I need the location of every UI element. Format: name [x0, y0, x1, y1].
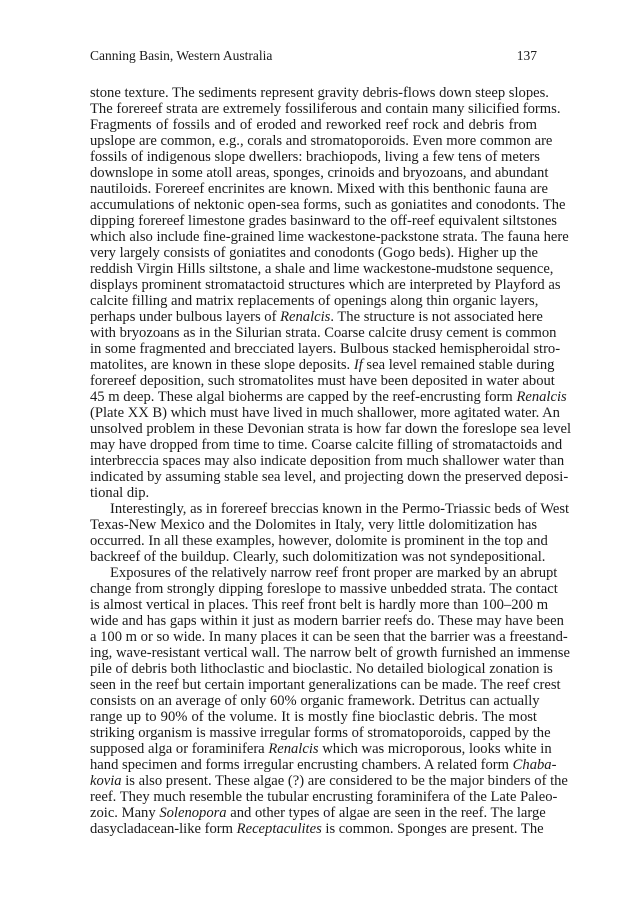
text-line	[90, 149, 540, 165]
text-line	[90, 197, 566, 213]
text-run: zoic. Many	[90, 805, 160, 821]
text-run: matolites, are known in these slope deposits.	[90, 357, 354, 373]
text-line	[90, 101, 561, 117]
italic-term: Solenopora	[159, 805, 227, 821]
text-line	[90, 789, 558, 805]
body-text	[90, 85, 572, 837]
text-line	[90, 725, 551, 741]
running-header	[90, 48, 537, 64]
italic-term: Renalcis	[280, 309, 331, 325]
text-line	[90, 213, 557, 229]
text-line	[90, 645, 570, 661]
text-run: Texas-New Mexico and the Dolomites in Italy, very little dolomitization has	[90, 517, 537, 533]
text-run: dipping forereef limestone grades basinward to the off-reef equivalent siltstones	[90, 213, 557, 229]
text-run: is common. Sponges are present. The	[321, 821, 544, 837]
italic-term: Receptaculites	[236, 821, 322, 837]
text-line	[90, 293, 537, 309]
text-run: seen in the reef but certain important generalizations can be made. The reef crest	[90, 677, 561, 693]
paragraph	[90, 501, 570, 565]
text-line	[90, 261, 554, 277]
text-line	[90, 821, 544, 837]
text-run: is also present. These algae (?) are considered to be the major binders of the	[121, 773, 568, 789]
text-run: consists on an average of only 60% organic framework. Detritus can actually	[90, 693, 540, 709]
text-run: tional dip.	[90, 485, 150, 501]
paragraph	[90, 565, 570, 837]
text-run: in some fragmented and brecciated layers. Bulbous stacked hemispheroidal stro-	[90, 341, 561, 357]
text-run: range up to 90% of the volume. It is mostly fine bioclastic debris. The most	[90, 709, 537, 725]
text-line	[90, 805, 546, 821]
text-run: pile of debris both lithoclastic and bioclastic. No detailed biological zonation is	[90, 661, 553, 677]
text-line	[90, 677, 561, 693]
text-run: upslope are common, e.g., corals and stromatoporoids. Even more common are	[90, 133, 553, 149]
text-run: occurred. In all these examples, however, dolomite is prominent in the top and	[90, 533, 548, 549]
text-run: with bryozoans as in the Silurian strata. Coarse calcite drusy cement is common	[90, 325, 557, 341]
text-run: dasycladacean-like form	[90, 821, 237, 837]
text-run: supposed alga or foraminifera	[90, 741, 269, 757]
text-line	[90, 277, 561, 293]
text-line	[90, 421, 572, 437]
text-run: accumulations of nektonic open-sea forms, such as goniatites and conodonts. The	[90, 197, 566, 213]
text-run: stone texture. The sediments represent gravity debris-flows down steep slopes.	[90, 85, 549, 101]
italic-term: kovia	[90, 773, 122, 789]
text-run: calcite filling and matrix replacements of openings along thin organic layers,	[90, 293, 539, 309]
text-run: interbreccia spaces may also indicate deposition from much shallower water than	[90, 453, 565, 469]
text-line	[90, 453, 565, 469]
italic-term: Renalcis	[516, 389, 567, 405]
text-run: which was microporous, looks white in	[318, 741, 552, 757]
text-run: 45 m deep. These algal bioherms are capped by the reef-encrusting form	[90, 389, 517, 405]
text-line	[90, 405, 560, 421]
text-run: backreef of the buildup. Clearly, such dolomitization was not syndepositional.	[90, 549, 546, 565]
text-line	[90, 133, 553, 149]
text-run: which also include fine-grained lime wackestone-packstone strata. The fauna here	[90, 229, 569, 245]
text-run: Exposures of the relatively narrow reef front proper are marked by an abrupt	[110, 565, 558, 581]
text-line	[90, 373, 555, 389]
text-line	[90, 309, 543, 325]
text-line	[90, 389, 567, 405]
text-line	[90, 709, 537, 725]
text-run: hand specimen and forms irregular encrusting chambers. A related form	[90, 757, 513, 773]
text-run: indicated by assuming stable sea level, and projecting down the preserved deposi-	[90, 469, 569, 485]
text-run: striking organism is massive irregular forms of stromatoporoids, capped by the	[90, 725, 551, 741]
text-line	[90, 597, 549, 613]
text-run: Interestingly, as in forereef breccias known in the Permo-Triassic beds of West	[110, 501, 570, 517]
text-line	[90, 629, 568, 645]
text-line	[90, 613, 564, 629]
text-line	[90, 325, 557, 341]
text-line	[90, 229, 569, 245]
text-line	[90, 181, 548, 197]
text-run: and other types of algae are seen in the reef. The large	[226, 805, 546, 821]
text-line	[90, 85, 549, 101]
text-line	[90, 165, 549, 181]
text-line	[90, 469, 569, 485]
paragraph	[90, 85, 572, 501]
text-line	[90, 341, 561, 357]
text-run: ing, wave-resistant vertical wall. The narrow belt of growth furnished an immense	[90, 645, 570, 661]
text-run: reef. They much resemble the tubular encrusting foraminifera of the Late Paleo-	[90, 789, 558, 805]
text-run: nautiloids. Forereef encrinites are known. Mixed with this benthonic fauna are	[90, 181, 548, 197]
text-line	[90, 357, 555, 373]
text-line	[90, 245, 537, 261]
text-run: (Plate XX B) which must have lived in much shallower, more agitated water. An	[90, 405, 560, 421]
text-line	[90, 437, 563, 453]
italic-term: If	[353, 357, 363, 373]
text-run: change from strongly dipping foreslope to massive unbedded strata. The contact	[90, 581, 558, 597]
text-line	[90, 485, 537, 501]
text-run: downslope in some atoll areas, sponges, crinoids and bryozoans, and abundant	[90, 165, 549, 181]
text-line	[90, 117, 537, 133]
running-title: Canning Basin, Western Australia	[90, 48, 273, 63]
text-run: very largely consists of goniatites and conodonts (Gogo beds). Higher up the	[90, 245, 538, 261]
text-line	[90, 501, 570, 517]
text-run: perhaps under bulbous layers of	[90, 309, 281, 325]
text-line	[90, 533, 548, 549]
text-run: reddish Virgin Hills siltstone, a shale and lime wackestone-mudstone sequence,	[90, 261, 554, 277]
text-run: forereef deposition, such stromatolites must have been deposited in water about	[90, 373, 555, 389]
text-line	[90, 581, 558, 597]
italic-term: Chaba-	[512, 757, 557, 773]
text-run: a 100 m or so wide. In many places it can be seen that the barrier was a freestand-	[90, 629, 568, 645]
text-run: is almost vertical in places. This reef front belt is hardly more than 100–200 m	[90, 597, 549, 613]
text-line	[90, 549, 546, 565]
text-line	[90, 517, 537, 533]
text-run: The forereef strata are extremely fossiliferous and contain many silicified forms.	[90, 101, 561, 117]
text-run: may have dropped from time to time. Coarse calcite filling of stromatactoids and	[90, 437, 563, 453]
page-number: 137	[516, 48, 537, 63]
text-run: unsolved problem in these Devonian strata is how far down the foreslope sea level	[90, 421, 572, 437]
text-line	[90, 693, 540, 709]
text-line	[90, 773, 568, 789]
text-line	[90, 741, 552, 757]
text-line	[90, 757, 557, 773]
text-line	[90, 565, 558, 581]
text-run: wide and has gaps within it just as modern barrier reefs do. These may have been	[90, 613, 564, 629]
text-run: . The structure is not associated here	[330, 309, 543, 325]
text-run: Fragments of fossils and of eroded and reworked reef rock and debris from	[90, 117, 537, 133]
text-run: sea level remained stable during	[362, 357, 555, 373]
italic-term: Renalcis	[268, 741, 319, 757]
text-run: fossils of indigenous slope dwellers: brachiopods, living a few tens of meters	[90, 149, 540, 165]
text-run: displays prominent stromatactoid structures which are interpreted by Playford as	[90, 277, 561, 293]
text-line	[90, 661, 553, 677]
